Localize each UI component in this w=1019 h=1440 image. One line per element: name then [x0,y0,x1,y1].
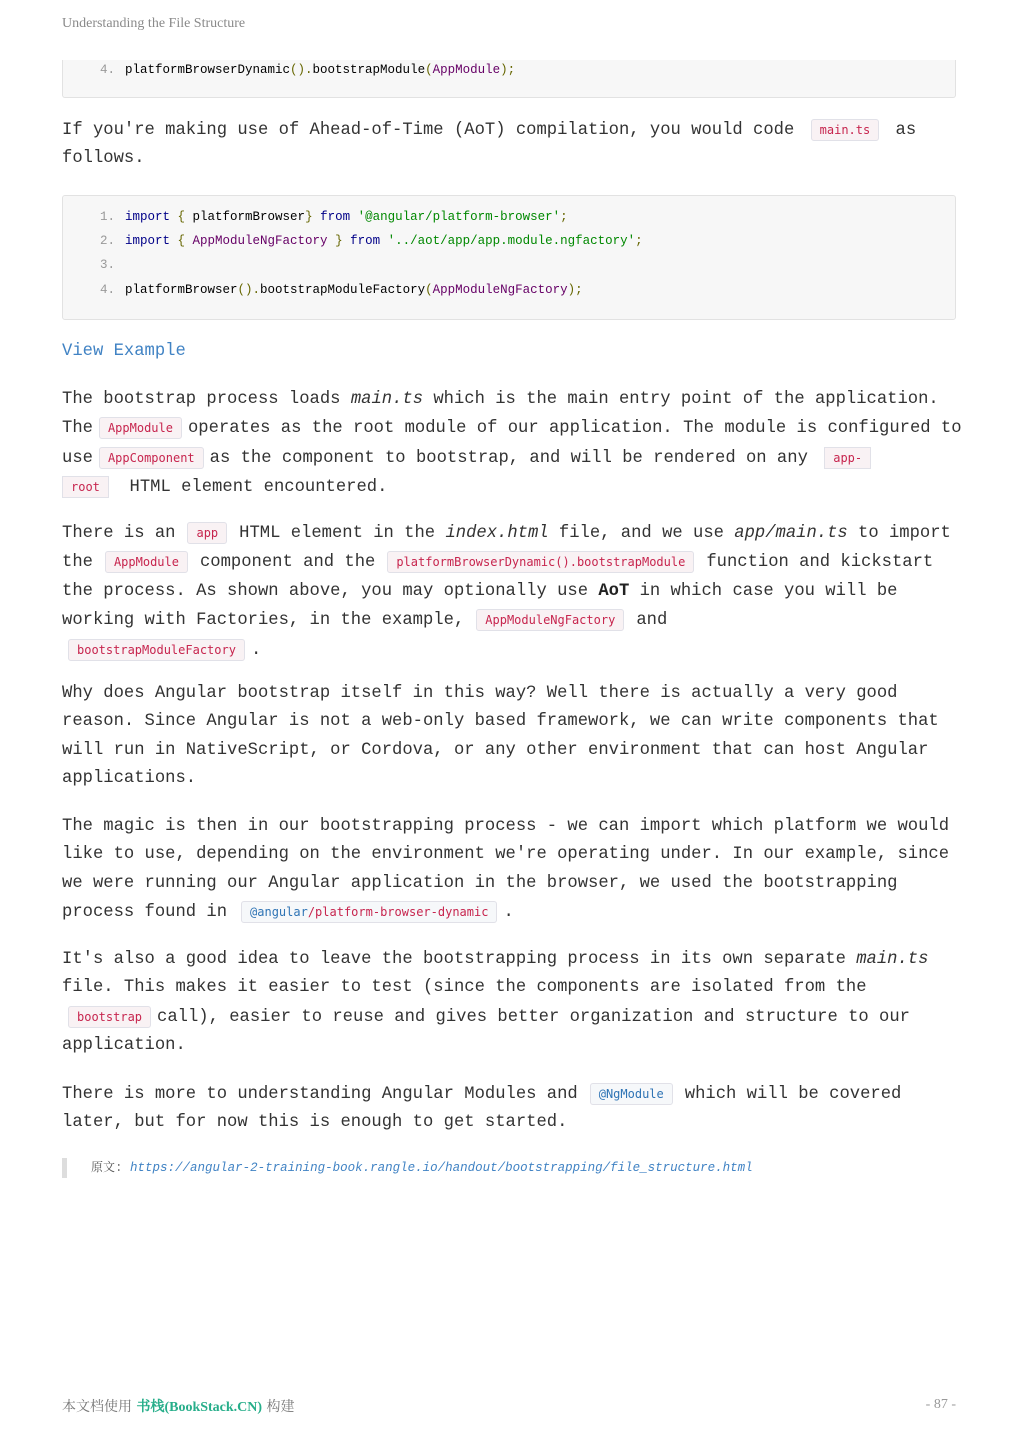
code-token: ( [425,283,433,297]
inline-code [241,901,497,923]
inline-code: bootstrapModuleFactory [68,639,245,661]
code-token: from [320,210,351,224]
text: file. This makes it easier to test (since the components are isolated from the [62,978,867,998]
code-token: bootstrapModule [312,63,426,77]
code-token: import [125,234,171,248]
strong-text: AoT [598,581,630,601]
text: There is an [62,524,176,543]
emphasis: app/main.ts [734,524,848,543]
text: The magic is then in our bootstrapping process - we can import which platform we would like to use, depending on the environment we're operating under. In our example, since we were running our Angular application in the browser, we used the bootstrapping process found in [62,817,950,923]
text: HTML element encountered. [129,478,388,498]
text: operates as the root module of our application. The module is configured to use [62,419,962,468]
page-number: - 87 - [925,1397,956,1412]
code-line [63,207,568,227]
paragraph-aot-intro [62,116,962,174]
line-number: 4. [99,283,115,297]
inline-code: AppModule [105,551,188,573]
text: . [503,903,514,923]
text: function and kickstart the process. As shown above, you may optionally use [62,553,934,601]
emphasis: main.ts [350,390,424,409]
code-token: ; [635,234,643,248]
paragraph-separate-main [62,946,962,1061]
code-token: platformBrowserDynamic [125,63,291,77]
source-separator: : [115,1161,123,1175]
inline-code: root [62,476,109,498]
text: file, and we use [548,524,735,543]
source-label: 原文 [91,1160,116,1174]
inline-code: platformBrowserDynamic().bootstrapModule [387,551,694,573]
code-block-top [62,60,956,98]
emphasis: main.ts [856,950,929,969]
footer-suffix: 构建 [262,1399,295,1415]
text: and [636,611,668,631]
code-token: '../aot/app/app.module.ngfactory' [380,234,636,248]
paragraph-ngmodule [62,1080,962,1138]
code-token: { [170,210,193,224]
text: call), easier to reuse and gives better organization and structure to our application. [62,1007,910,1056]
text: which will be covered later, but for now this is enough to get started. [62,1085,902,1133]
paragraph-why-bootstrap: Why does Angular bootstrap itself in this way? Well there is actually a very good reason. Since Angular is not a web-only based framework, we can write components that will run in NativeScript, or Cordova, or any other environment that can host Angular applications. [62,684,939,789]
footer-prefix: 本文档使用 [62,1399,137,1415]
inline-code: AppModule [99,417,182,439]
text: If you're making use of Ahead-of-Time (AoT) compilation, you would code [62,121,795,140]
code-token: AppModuleNgFactory [432,283,568,297]
text: HTML element in the [239,524,446,543]
paragraph-index-html [62,519,962,665]
code-line [63,60,515,80]
code-token: platformBrowser [192,210,306,224]
text: . [250,640,262,660]
code-token: (). [237,283,261,297]
code-line [63,231,643,251]
paragraph-platform-magic [62,813,962,928]
inline-code: AppModuleNgFactory [476,609,624,631]
inline-code: AppComponent [99,447,204,469]
code-token: { [170,234,193,248]
text: component and the [199,553,376,573]
text: It's also a good idea to leave the bootstrapping process in its own separate [62,950,857,969]
text: The bootstrap process loads [62,390,351,409]
inline-code: app- [824,447,871,469]
source-link[interactable]: https://angular-2-training-book.rangle.io/handout/bootstrapping/file_structure.html [130,1161,753,1175]
code-path: /platform-browser-dynamic [307,905,489,920]
line-number: 3. [99,258,115,272]
code-token: import [125,210,171,224]
paragraph-bootstrap-process [62,386,962,503]
text: as the component to bootstrap, and will be rendered on any [209,448,808,468]
code-token: (). [290,63,313,77]
code-token: platformBrowser [125,283,238,297]
text: There is more to understanding Angular Modules and [62,1085,578,1104]
code-line [63,280,583,300]
inline-code: @NgModule [590,1083,673,1105]
inline-code: bootstrap [68,1006,151,1028]
text: in which case you will be working with Factories, in the example, [62,581,898,631]
code-token: } [327,234,351,248]
footer-credit [62,1396,295,1416]
line-number: 4. [99,63,115,77]
code-token: ( [425,63,433,77]
code-token: bootstrapModuleFactory [260,283,426,297]
source-quote [62,1158,753,1178]
text: to import the [62,524,951,573]
code-token: ; [560,210,568,224]
code-token: '@angular/platform-browser' [350,210,561,224]
code-token: AppModuleNgFactory [192,234,328,248]
view-example-link[interactable]: View Example [62,342,186,361]
code-scope: @angular [250,905,308,920]
code-token: ); [500,63,516,77]
code-token: AppModule [432,63,501,77]
page-header-title: Understanding the File Structure [62,16,246,31]
line-number: 1. [99,210,115,224]
code-block-aot [62,195,956,320]
text: which is the main entry point of the application. The [62,390,939,439]
emphasis: index.html [445,524,549,543]
code-token: } [305,210,321,224]
code-token: from [350,234,381,248]
code-token: ); [567,283,583,297]
footer-brand-link[interactable]: 书栈(BookStack.CN) [136,1400,263,1415]
text: as follows. [62,121,917,169]
line-number: 2. [99,234,115,248]
inline-code: main.ts [811,119,880,141]
inline-code: app [187,522,227,544]
code-line [63,255,125,275]
